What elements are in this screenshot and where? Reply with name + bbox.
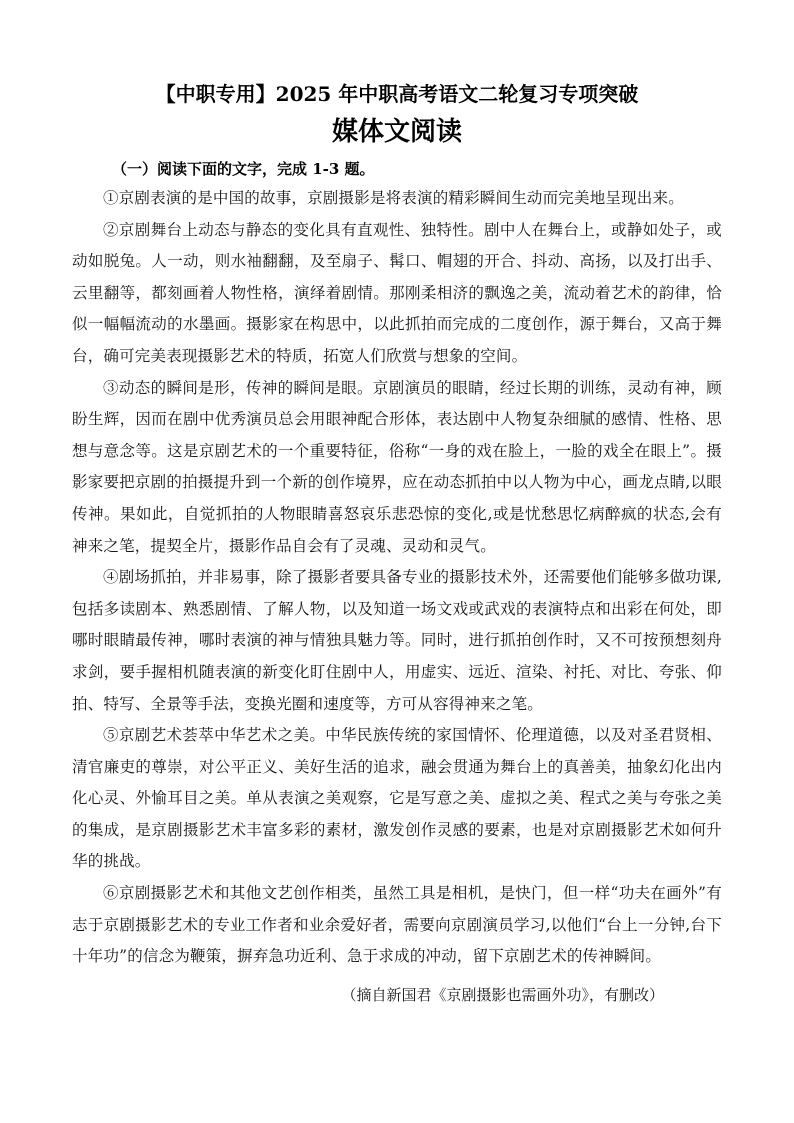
- paragraph-6: ⑥京剧摄影艺术和其他文艺创作相类，虽然工具是相机，是快门，但一样“功夫在画外”有志于京剧摄影艺术的专业工作者和业余爱好者，需要向京剧演员学习,以他们“台上一分钟,台下十年功”的信念为鞭策，摒弃急功近利、急于求成的冲动，留下京剧艺术的传神瞬间。: [72, 884, 722, 966]
- paragraph-2: ②京剧舞台上动态与静态的变化具有直观性、独特性。剧中人在舞台上，或静如处子，或动如脱兔。人一动，则水袖翻翻，及至扇子、髯口、帽翅的开合、抖动、高扬，以及打出手、云里翻等，都刻画着人物性格，演绎着剧情。那刚柔相济的飘逸之美，流动着艺术的韵律，恰似一幅幅流动的水墨画。摄影家在构思中，以此抓拍而完成的二度创作，源于舞台，又高于舞台，确可完美表现摄影艺术的特质，拓宽人们欣赏与想象的空间。: [72, 220, 722, 365]
- paragraph-5: ⑤京剧艺术荟萃中华艺术之美。中华民族传统的家国情怀、伦理道德，以及对圣君贤相、清官廉吏的尊崇，对公平正义、美好生活的追求，融会贯通为舞台上的真善美，抽象幻化出内化心灵、外愉耳目之美。单从表演之美观察，它是写意之美、虚拟之美、程式之美与夸张之美的集成，是京剧摄影艺术丰富多彩的素材，激发创作灵感的要素，也是对京剧摄影艺术如何升华的挑战。: [72, 726, 722, 871]
- document-subtitle: 媒体文阅读: [331, 117, 462, 147]
- source-citation: （摘自新国君《京剧摄影也需画外功》，有删改）: [341, 986, 664, 1004]
- document-title: 【中职专用】2025 年中职高考语文二轮复习专项突破: [155, 82, 639, 106]
- paragraph-4: ④剧场抓拍，并非易事，除了摄影者要具备专业的摄影技术外，还需要他们能够多做功课,包括多读剧本、熟悉剧情、了解人物，以及知道一场文戏或武戏的表演特点和出彩在何处，即哪时眼睛最传神，哪时表演的神与情独具魅力等。同时，进行抓拍创作时，又不可按预想刻舟求剑，要手握相机随表演的新变化盯住剧中人，用虚实、远近、渲染、衬托、对比、夸张、仰拍、特写、全景等手法，变换光圈和速度等，方可从容得神来之笔。: [72, 568, 722, 713]
- article-body: [72, 183, 722, 973]
- paragraph-3: ③动态的瞬间是形，传神的瞬间是眼。京剧演员的眼睛，经过长期的训练，灵动有神，顾盼生辉，因而在剧中优秀演员总会用眼神配合形体，表达剧中人物复杂细腻的感情、性格、思想与意念等。这是京剧艺术的一个重要特征，俗称“一身的戏在脸上，一脸的戏全在眼上”。摄影家要把京剧的拍摄提升到一个新的创作境界，应在动态抓拍中以人物为中心，画龙点睛,以眼传神。果如此，自觉抓拍的人物眼睛喜怒哀乐悲恐惊的变化,或是忧愁思忆病醉疯的状态,会有神来之笔，提契全片，摄影作品自会有了灵魂、灵动和灵气。: [72, 378, 722, 555]
- section-heading: （一）阅读下面的文字，完成 1-3 题。: [112, 160, 375, 178]
- paragraph-1: ①京剧表演的是中国的故事，京剧摄影是将表演的精彩瞬间生动而完美地呈现出来。: [103, 189, 684, 207]
